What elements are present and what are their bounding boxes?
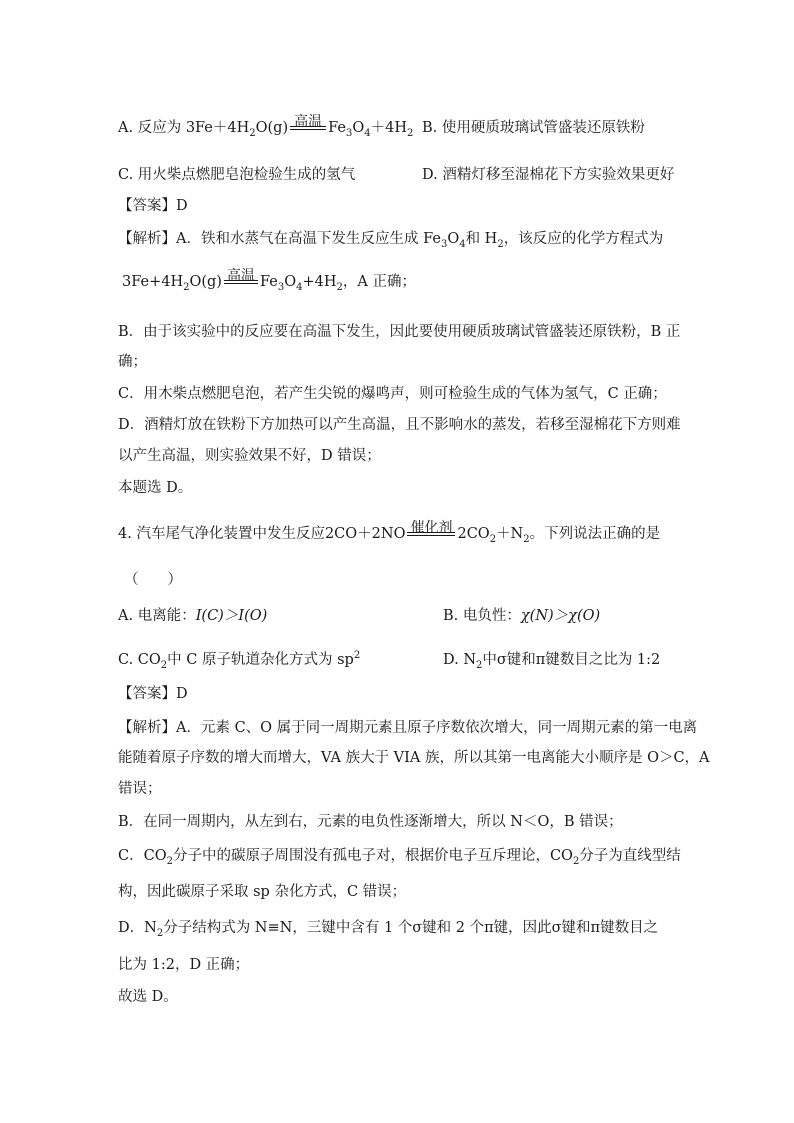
q3-analysis-a: 【解析】A．铁和水蒸气在高温下发生反应生成 $Fe_3O_4$和 $H_2$，该反应的化学方程式为 bbox=[118, 231, 664, 250]
q4-analysis-c-line1: C．$CO_2$分子中的碳原子周围没有孤电子对，根据价电子互斥理论，$CO_2$分子为直线型结 bbox=[118, 848, 681, 867]
q4-analysis-c-line2: 构，因此碳原子采取 sp 杂化方式，C 错误； bbox=[118, 884, 407, 900]
q4-option-b: B. 电负性：χ(N)＞χ(O) bbox=[443, 608, 601, 624]
q3-option-d: D. 酒精灯移至湿棉花下方实验效果更好 bbox=[422, 167, 675, 183]
condition-high-temp-2: 高温 bbox=[224, 272, 258, 292]
condition-high-temp: 高温 bbox=[290, 118, 326, 138]
q3-analysis-equation: $3Fe+4H_2O(g)$ 高温 $Fe_3O_4+4H_2$，A 正确； bbox=[122, 268, 416, 293]
q3-option-c: C. 用火柴点燃肥皂泡检验生成的氢气 bbox=[118, 167, 356, 183]
q3-conclusion: 本题选 D。 bbox=[118, 480, 193, 496]
q4-analysis-a-line2: 能随着原子序数的增大而增大，VA 族大于 VIA 族，所以其第一电离能大小顺序是 O＞C，A bbox=[118, 750, 710, 766]
q4-analysis-d-line1: D．$N_2$分子结构式为 N≡N，三键中含有 1 个σ键和 2 个π键，因此σ键和π键数目之 bbox=[118, 920, 659, 939]
q3-answer: 【答案】D bbox=[118, 198, 188, 214]
q3-analysis-d-line1: D．酒精灯放在铁粉下方加热可以产生高温，且不影响水的蒸发，若移至湿棉花下方则难 bbox=[118, 417, 681, 433]
q4-answer: 【答案】D bbox=[118, 686, 188, 702]
q4-option-d: D. $N_2$中σ键和π键数目之比为 1:2 bbox=[443, 652, 661, 671]
q3-option-b: B. 使用硬质玻璃试管盛装还原铁粉 bbox=[422, 120, 645, 136]
q4-option-c: C. $CO_2$中 C 原子轨道杂化方式为 $sp^2$ bbox=[118, 650, 361, 671]
q4-analysis-d-line2: 比为 1:2，D 正确； bbox=[118, 957, 250, 973]
q3-analysis-b-line2: 确； bbox=[118, 354, 147, 370]
condition-catalyst: 催化剂 bbox=[407, 524, 455, 544]
q4-analysis-b: B．在同一周期内，从左到右，元素的电负性逐渐增大，所以 N＜O，B 错误； bbox=[118, 814, 623, 830]
q4-blank: （ ） bbox=[124, 572, 182, 588]
q3-analysis-b-line1: B．由于该实验中的反应要在高温下发生，因此要使用硬质玻璃试管盛装还原铁粉，B 正 bbox=[118, 324, 681, 340]
q3-option-a-label: A. 反应为 bbox=[118, 120, 182, 136]
q3-option-a-equation: $3Fe+4H_2O(g)$ 高温 $Fe_3O_4+4H_2$ bbox=[185, 114, 414, 139]
q3-analysis-d-line2: 以产生高温，则实验效果不好，D 错误； bbox=[118, 448, 381, 464]
q4-stem: 4. 汽车尾气净化装置中发生反应2CO＋2NO 催化剂 $2CO_2+N_2$。下列说法正确的是 bbox=[118, 520, 661, 545]
q4-analysis-a-line3: 错误； bbox=[118, 781, 162, 797]
q4-conclusion: 故选 D。 bbox=[118, 989, 178, 1005]
q4-option-a: A. 电离能：I(C)＞I(O) bbox=[118, 608, 268, 624]
q3-option-a bbox=[118, 114, 414, 139]
q3-analysis-c: C．用木柴点燃肥皂泡，若产生尖锐的爆鸣声，则可检验生成的气体为氢气，C 正确； bbox=[118, 386, 667, 402]
q4-analysis-a-line1: 【解析】A．元素 C、O 属于同一周期元素且原子序数依次增大，同一周期元素的第一电离 bbox=[118, 720, 698, 736]
